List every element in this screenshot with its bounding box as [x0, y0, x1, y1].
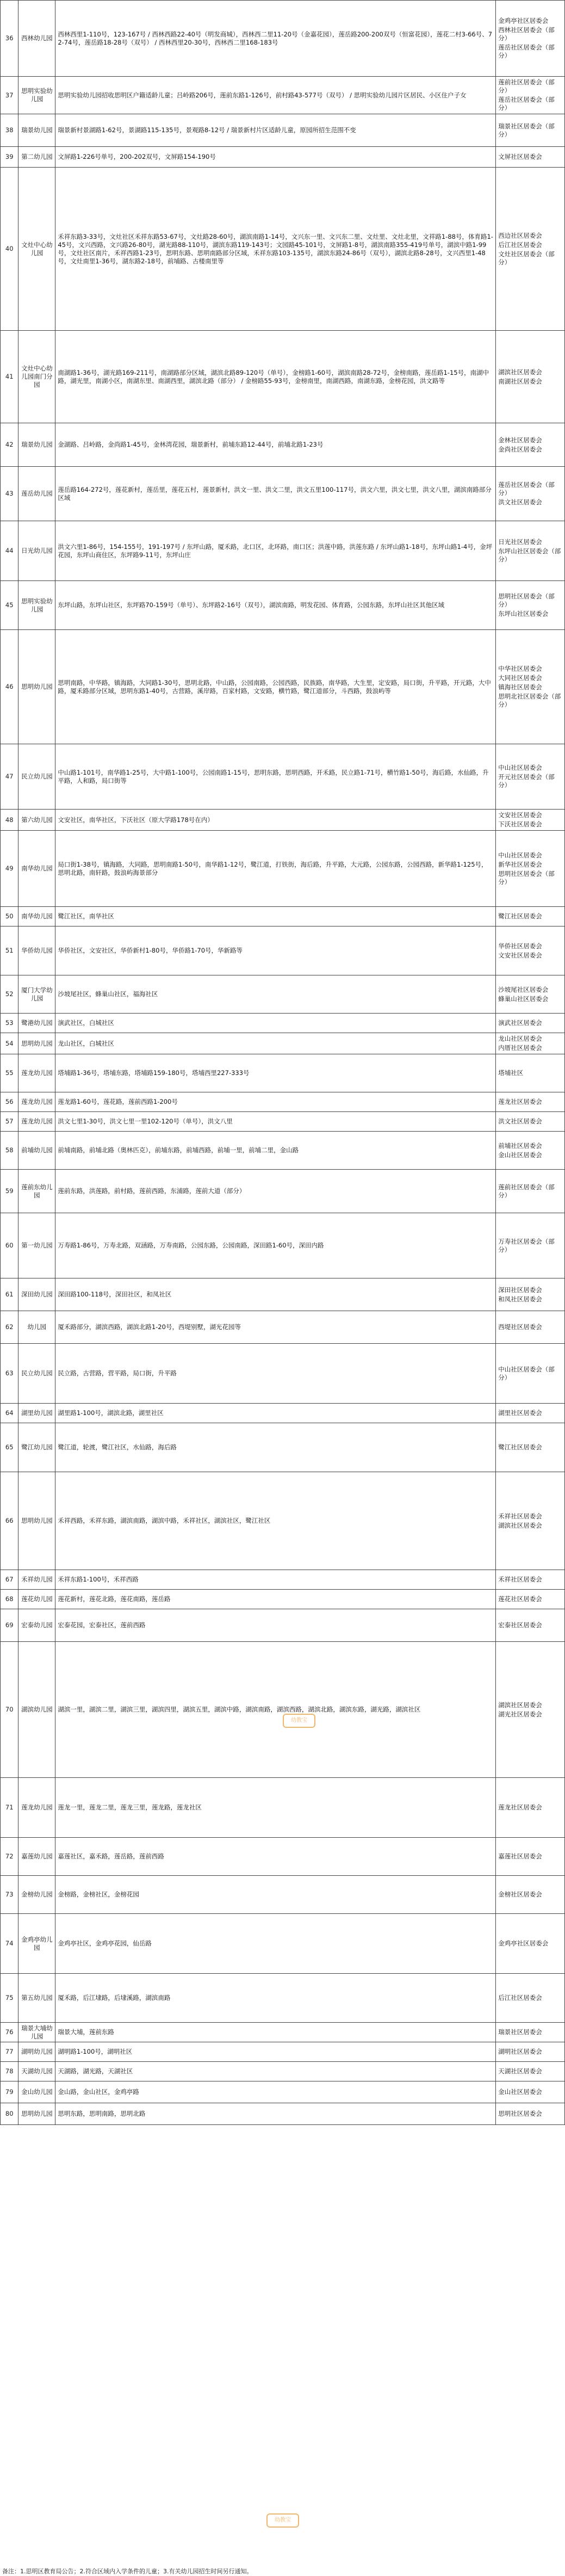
kindergarten-name: 瑞景大埔幼儿园 [18, 2023, 55, 2042]
committee-list [496, 467, 565, 521]
kindergarten-name: 莲花幼儿园 [18, 1590, 55, 1609]
committee-list [496, 810, 565, 831]
kindergarten-name: 南华幼儿园 [18, 831, 55, 907]
table-row [1, 1278, 565, 1311]
row-number: 58 [1, 1132, 18, 1170]
table-row [1, 1033, 565, 1054]
enrollment-area: 鹭江社区，南华社区 [55, 907, 496, 926]
table-row [1, 1132, 565, 1170]
table-row [1, 1778, 565, 1838]
row-number: 78 [1, 2062, 18, 2081]
table-row [1, 1, 565, 77]
kindergarten-name: 思明幼儿园 [18, 1033, 55, 1054]
row-number: 48 [1, 810, 18, 831]
row-number: 39 [1, 147, 18, 168]
committee-item: 瑞景社区居委会 [498, 2028, 542, 2036]
kindergarten-name: 思明实验幼儿园 [18, 77, 55, 114]
committee-item: 中华社区居委会 [498, 665, 542, 672]
row-number: 62 [1, 1311, 18, 1344]
table-row [1, 907, 565, 926]
kindergarten-name: 深田幼儿园 [18, 1278, 55, 1311]
row-number: 70 [1, 1642, 18, 1778]
committee-list [496, 581, 565, 630]
committee-item: 湖里社区居委会 [498, 1409, 542, 1417]
committee-item: 鹭江社区居委会 [498, 912, 542, 920]
table-row [1, 975, 565, 1014]
kindergarten-name: 前埔幼儿园 [18, 1132, 55, 1170]
table-row [1, 168, 565, 331]
committee-item: 莲前社区居委会（部分） [498, 1183, 555, 1199]
table-row [1, 1914, 565, 1974]
committee-item: 开元社区居委会（部分） [498, 773, 555, 789]
enrollment-area: 禾祥东路1-100号，禾祥西路 [55, 1570, 496, 1590]
enrollment-area: 禾祥东路3-33号，文灶社区禾祥东路53-67号，文灶路28-60号，湖滨南路1-14号，文兴东一里、文兴东二里、文灶里、文灶北里，文祥路1-88号，体育路1-45号，文兴西路，文兴路26-80号，湖光路88-110号，湖滨东路119-143号；文园路45-101号，文屏路1-8号，湖滨南路355-419号单号，湖滨中路1-99号，文灶社区南片，禾祥西路1-23号，思明东路、思明南路部分区域，禾祥东路103-135号，湖滨东路24-86号（双号），湖滨北路8-28号，文兴西里1-48号，文灶南里1-36号，湖东路2-18号，前埔路、古楼南里等 [55, 168, 496, 331]
row-number: 38 [1, 114, 18, 147]
committee-item: 瑞景社区居委会（部分） [498, 122, 555, 138]
committee-list [496, 77, 565, 114]
kindergarten-name: 鹭港幼儿园 [18, 1014, 55, 1033]
enrollment-area: 塔埔路1-36号，塔埔东路，塔埔路159-180号，塔埔西里227-333号 [55, 1054, 496, 1092]
committee-item: 湖光社区居委会 [498, 1710, 542, 1718]
kindergarten-name: 文灶中心幼儿园南门分园 [18, 331, 55, 423]
committee-item: 万寿社区居委会（部分） [498, 1237, 555, 1253]
table-row [1, 1054, 565, 1092]
enrollment-area: 思明东路，思明南路，思明北路 [55, 2103, 496, 2125]
committee-list [496, 1876, 565, 1914]
committee-item: 文屏社区居委会 [498, 153, 542, 160]
table-row [1, 1642, 565, 1778]
table-row [1, 1609, 565, 1642]
committee-list [496, 2062, 565, 2081]
committee-list [496, 1609, 565, 1642]
kindergarten-name: 思明幼儿园 [18, 2103, 55, 2125]
kindergarten-name: 莲龙幼儿园 [18, 1778, 55, 1838]
committee-list [496, 423, 565, 467]
row-number: 73 [1, 1876, 18, 1914]
kindergarten-name: 日光幼儿园 [18, 521, 55, 581]
committee-list [496, 168, 565, 331]
committee-item: 后江社区居委会 [498, 240, 542, 249]
table-row [1, 521, 565, 581]
committee-item: 湖滨社区居委会 [498, 368, 542, 376]
table-row [1, 331, 565, 423]
committee-item: 思明北社区居委会（部分） [498, 693, 561, 708]
committee-item: 中山社区居委会 [498, 851, 542, 859]
committee-list [496, 1054, 565, 1092]
enrollment-area: 龙山社区，白城社区 [55, 1033, 496, 1054]
row-number: 69 [1, 1609, 18, 1642]
kindergarten-name: 嘉莲幼儿园 [18, 1838, 55, 1876]
committee-item: 中山社区居委会 [498, 764, 542, 771]
committee-item: 金鸡亭社区居委会 [498, 17, 549, 24]
committee-list [496, 1423, 565, 1472]
committee-item: 文安社区居委会 [498, 811, 542, 819]
committee-item: 宏泰社区居委会 [498, 1621, 542, 1629]
kindergarten-name: 湖滨幼儿园 [18, 1642, 55, 1778]
enrollment-area: 沙坡尾社区，蜂巢山社区，福海社区 [55, 975, 496, 1014]
kindergarten-name: 莲龙幼儿园 [18, 1092, 55, 1112]
kindergarten-name: 金榜幼儿园 [18, 1876, 55, 1914]
enrollment-area: 金鸡亭社区，金鸡亭花园，仙岳路 [55, 1914, 496, 1974]
committee-item: 莲前社区居委会（部分） [498, 78, 555, 94]
committee-item: 镇海社区居委会 [498, 683, 542, 691]
committee-list [496, 1914, 565, 1974]
committee-item: 龙山社区居委会 [498, 1035, 542, 1042]
kindergarten-name: 莲龙幼儿园 [18, 1054, 55, 1092]
row-number: 43 [1, 467, 18, 521]
committee-list [496, 1213, 565, 1278]
row-number: 56 [1, 1092, 18, 1112]
enrollment-area: 文安社区，南华社区，下沃社区（原大学路178号在内） [55, 810, 496, 831]
committee-list [496, 1404, 565, 1423]
committee-item: 莲岳社区居委会（部分） [498, 481, 555, 497]
row-number: 59 [1, 1170, 18, 1213]
enrollment-area: 局口街1-38号，镇海路，大同路，思明南路1-50号，南华路1-12号，鹭江道，打铁街，海后路，升平路，大元路，公园东路，公园西路，新华路1-125号，思明北路，南轩路，鼓浪屿海景部分 [55, 831, 496, 907]
table-row [1, 114, 565, 147]
enrollment-area: 前埔南路，前埔北路（奥林匹克），前埔东路，前埔西路，前埔一里，前埔二里，金山路 [55, 1132, 496, 1170]
row-number: 61 [1, 1278, 18, 1311]
committee-list [496, 2081, 565, 2103]
kindergarten-name: 宏泰幼儿园 [18, 1609, 55, 1642]
row-number: 60 [1, 1213, 18, 1278]
row-number: 71 [1, 1778, 18, 1838]
committee-item: 内厝社区居委会 [498, 1044, 542, 1052]
committee-item: 禾祥社区居委会 [498, 1576, 542, 1583]
kindergarten-name: 瑞景幼儿园 [18, 114, 55, 147]
committee-item: 文安社区居委会 [498, 951, 542, 959]
committee-item: 湖滨社区居委会 [498, 1701, 542, 1709]
row-number: 55 [1, 1054, 18, 1092]
row-number: 46 [1, 630, 18, 744]
row-number: 72 [1, 1838, 18, 1876]
committee-item: 金林社区居委会 [498, 436, 542, 444]
committee-item: 西边社区居委会 [498, 231, 542, 239]
row-number: 47 [1, 744, 18, 810]
row-number: 52 [1, 975, 18, 1014]
row-number: 54 [1, 1033, 18, 1054]
kindergarten-name: 天湖幼儿园 [18, 2062, 55, 2081]
committee-item: 蜂巢山社区居委会 [498, 994, 549, 1003]
kindergarten-name: 莲前东幼儿园 [18, 1170, 55, 1213]
table-row [1, 467, 565, 521]
row-number: 50 [1, 907, 18, 926]
committee-item: 莲龙社区居委会 [498, 1098, 542, 1105]
table-row [1, 1570, 565, 1590]
committee-list [496, 1014, 565, 1033]
committee-item: 大同社区居委会 [498, 674, 542, 682]
table-row [1, 77, 565, 114]
committee-item: 嘉莲社区居委会 [498, 1852, 542, 1860]
committee-list [496, 114, 565, 147]
kindergarten-name: 思明实验幼儿园 [18, 581, 55, 630]
kindergarten-name: 思明幼儿园 [18, 1472, 55, 1570]
committee-item: 华侨社区居委会 [498, 942, 542, 950]
row-number: 45 [1, 581, 18, 630]
row-number: 53 [1, 1014, 18, 1033]
table-row [1, 2062, 565, 2081]
row-number: 68 [1, 1590, 18, 1609]
row-number: 76 [1, 2023, 18, 2042]
committee-list [496, 1590, 565, 1609]
kindergarten-name: 华侨幼儿园 [18, 926, 55, 975]
committee-list [496, 1278, 565, 1311]
committee-item: 思明社区居委会（部分） [498, 592, 555, 608]
committee-item: 莲岳社区居委会（部分） [498, 44, 555, 59]
watermark-logo: 幼教宝 [266, 2513, 299, 2528]
committee-item: 思明社区居委会（部分） [498, 869, 555, 886]
kindergarten-name: 南华幼儿园 [18, 907, 55, 926]
enrollment-area: 天湖路，湖光路，天湖社区 [55, 2062, 496, 2081]
table-row [1, 1876, 565, 1914]
committee-item: 西林社区居委会（部分） [498, 26, 555, 42]
row-number: 51 [1, 926, 18, 975]
enrollment-area: 瑞景新村景湖路1-62号，景湖路115-135号，景观路8-12号 / 瑞景新村片区适龄儿童，原园所招生范围不变 [55, 114, 496, 147]
kindergarten-name: 思明幼儿园 [18, 630, 55, 744]
table-row [1, 2042, 565, 2062]
committee-list [496, 2103, 565, 2125]
table-row [1, 630, 565, 744]
table-row [1, 744, 565, 810]
committee-list [496, 630, 565, 744]
committee-list [496, 1570, 565, 1590]
kindergarten-name: 金鸡亭幼儿园 [18, 1914, 55, 1974]
row-number: 36 [1, 1, 18, 77]
enrollment-area: 金榜路，金榜社区，金榜花园 [55, 1876, 496, 1914]
committee-list [496, 331, 565, 423]
kindergarten-name: 湖明幼儿园 [18, 2042, 55, 2062]
table-row [1, 581, 565, 630]
table-row [1, 147, 565, 168]
table-row [1, 1311, 565, 1344]
enrollment-area: 华侨社区，文安社区，华侨新村1-80号，华侨路1-70号，华新路等 [55, 926, 496, 975]
committee-item: 演武社区居委会 [498, 1019, 542, 1027]
committee-item: 莲花社区居委会 [498, 1595, 542, 1603]
kindergarten-name: 第一幼儿园 [18, 1213, 55, 1278]
kindergarten-name: 幼儿园 [18, 1311, 55, 1344]
enrollment-area: 湖里路1-100号，湖滨北路，湖里社区 [55, 1404, 496, 1423]
committee-item: 和凤社区居委会 [498, 1295, 542, 1303]
committee-list [496, 831, 565, 907]
committee-list [496, 1974, 565, 2023]
kindergarten-name: 瑞景幼儿园 [18, 423, 55, 467]
enrollment-area: 洪文七里1-30号，洪文七里一里102-120号（单号），洪文八里 [55, 1112, 496, 1132]
enrollment-area: 中山路1-101号，南华路1-25号，大中路1-100号，公园南路1-15号，思明东路，思明西路，开禾路，民立路1-71号，横竹路1-50号，海后路，水仙路，升平路，人和路，局口街等 [55, 744, 496, 810]
committee-item: 后江社区居委会 [498, 1994, 542, 2002]
kindergarten-name: 文灶中心幼儿园 [18, 168, 55, 331]
enrollment-area: 西林西里1-110号，123-167号 / 西林西路22-40号（明发商城），西林西二里11-20号（金嘉花园），莲岳路200-200双号（恒富花园），莲花二村3-66号、72-74号，莲岳路18-28号（双号） / 西林西里20-30号，西林西二里168-183号 [55, 1, 496, 77]
committee-list [496, 147, 565, 168]
table-row [1, 423, 565, 467]
committee-item: 金尚社区居委会 [498, 445, 542, 453]
committee-list [496, 1311, 565, 1344]
committee-item: 天湖社区居委会 [498, 2067, 542, 2075]
committee-item: 金鸡亭社区居委会 [498, 1939, 549, 1947]
table-row [1, 1838, 565, 1876]
committee-list [496, 2042, 565, 2062]
watermark-logo: 幼教宝 [283, 1714, 315, 1728]
enrollment-area: 洪文六里1-86号，154-155号，191-197号 / 东坪山路，厦禾路，北口区，北环路，南口区；洪莲中路，洪莲东路 / 东坪山路1-18号，东坪山路1-4号，金坪花园，东坪山商住区，东坪路9-11号，东坪山庄 [55, 521, 496, 581]
enrollment-area: 金湖路、吕岭路，金尚路1-45号，金林湾花园，瑞景新村，前埔东路12-44号，前埔北路1-23号 [55, 423, 496, 467]
kindergarten-name: 禾祥幼儿园 [18, 1570, 55, 1590]
committee-item: 塔埔社区 [498, 1069, 524, 1077]
committee-list [496, 521, 565, 581]
row-number: 67 [1, 1570, 18, 1590]
committee-item: 湖明社区居委会 [498, 2048, 542, 2055]
committee-item: 莲岳社区居委会（部分） [498, 96, 555, 112]
table-row [1, 1344, 565, 1404]
enrollment-area: 湖明路1-100号，湖明社区 [55, 2042, 496, 2062]
committee-list [496, 1170, 565, 1213]
kindergarten-name: 湖里幼儿园 [18, 1404, 55, 1423]
row-number: 80 [1, 2103, 18, 2125]
enrollment-area: 万寿路1-86号，万寿北路，双涵路，万寿南路，公园东路，公园南路，深田路1-60号，深田内路 [55, 1213, 496, 1278]
committee-item: 金山社区居委会 [498, 1151, 542, 1159]
kindergarten-name: 民立幼儿园 [18, 1344, 55, 1404]
kindergarten-name: 西林幼儿园 [18, 1, 55, 77]
footnote: 备注：1.思明区教育局公告；2.符合区域内入学条件的儿童；3.有关幼儿园招生时间另行通知。 [2, 2568, 253, 2575]
enrollment-area: 东坪山路，东坪山社区，东坪路70-159号（单号）、东坪路2-16号（双号），湖滨南路，明发花园、体育路，公园东路，东坪山社区其他区域 [55, 581, 496, 630]
committee-item: 鹭江社区居委会 [498, 1443, 542, 1451]
row-number: 66 [1, 1472, 18, 1570]
committee-item: 湖滨社区居委会 [498, 1521, 542, 1529]
table-row [1, 2023, 565, 2042]
row-number: 57 [1, 1112, 18, 1132]
committee-item: 思明社区居委会 [498, 2110, 542, 2117]
row-number: 41 [1, 331, 18, 423]
table-row [1, 1014, 565, 1033]
table-row [1, 1974, 565, 2023]
row-number: 37 [1, 77, 18, 114]
committee-list [496, 1092, 565, 1112]
committee-item: 文灶社区居委会（部分） [498, 250, 555, 266]
committee-item: 深田社区居委会 [498, 1286, 542, 1294]
committee-item: 前埔社区居委会 [498, 1141, 542, 1150]
table-row [1, 1472, 565, 1570]
enrollment-area: 思明实验幼儿园招收思明区户籍适龄儿童；吕岭路206号，莲前东路1-126号，前村路43-577号（双号） / 思明实验幼儿园片区居民、小区住户子女 [55, 77, 496, 114]
enrollment-area: 金山路，金山社区，金鸡亭路 [55, 2081, 496, 2103]
enrollment-area: 厦禾路，后江埭路，后埭溪路，湖滨南路 [55, 1974, 496, 2023]
table-row [1, 2081, 565, 2103]
committee-list [496, 1112, 565, 1132]
committee-list [496, 1642, 565, 1778]
kindergarten-name: 第二幼儿园 [18, 147, 55, 168]
row-number: 40 [1, 168, 18, 331]
committee-list [496, 744, 565, 810]
table-row [1, 1590, 565, 1609]
committee-list [496, 2023, 565, 2042]
committee-list [496, 975, 565, 1014]
table-row [1, 1404, 565, 1423]
table-row [1, 1092, 565, 1112]
row-number: 75 [1, 1974, 18, 2023]
enrollment-area: 莲前东路，洪莲路，前村路，莲前西路，东浦路，莲前大道（部分） [55, 1170, 496, 1213]
table-row [1, 1170, 565, 1213]
committee-item: 莲龙社区居委会 [498, 1803, 542, 1811]
committee-list [496, 1033, 565, 1054]
enrollment-area: 嘉莲社区，嘉禾路，莲岳路，莲前西路 [55, 1838, 496, 1876]
table-row [1, 831, 565, 907]
committee-item: 西堤社区居委会 [498, 1323, 542, 1331]
enrollment-area: 鹭江道，轮渡，鹭江社区，水仙路，海后路 [55, 1423, 496, 1472]
committee-list [496, 1472, 565, 1570]
kindergarten-name: 莲岳幼儿园 [18, 467, 55, 521]
kindergarten-name: 鹭江幼儿园 [18, 1423, 55, 1472]
table-row [1, 810, 565, 831]
enrollment-area: 莲龙一里，莲龙二里，莲龙三里，莲龙路，莲龙社区 [55, 1778, 496, 1838]
enrollment-area: 莲花新村，莲花北路，莲花南路，莲岳路 [55, 1590, 496, 1609]
enrollment-area: 莲龙路1-60号，莲花路，莲前西路1-200号 [55, 1092, 496, 1112]
committee-item: 下沃社区居委会 [498, 820, 542, 828]
committee-list [496, 1344, 565, 1404]
row-number: 63 [1, 1344, 18, 1404]
committee-item: 东坪山社区居委会（部分） [498, 547, 561, 563]
enrollment-area: 文屏路1-226号单号，200-202双号，文屏路154-190号 [55, 147, 496, 168]
committee-list [496, 1, 565, 77]
committee-item: 新华社区居委会 [498, 860, 542, 868]
row-number: 74 [1, 1914, 18, 1974]
committee-list [496, 1778, 565, 1838]
committee-item: 洪文社区居委会 [498, 498, 542, 506]
committee-item: 中山社区居委会（部分） [498, 1365, 555, 1381]
committee-list [496, 926, 565, 975]
table-row [1, 2103, 565, 2125]
committee-item: 南湖社区居委会 [498, 377, 542, 385]
row-number: 64 [1, 1404, 18, 1423]
kindergarten-name: 第六幼儿园 [18, 810, 55, 831]
committee-list [496, 1132, 565, 1170]
table-row [1, 1112, 565, 1132]
kindergarten-name: 民立幼儿园 [18, 744, 55, 810]
kindergarten-name: 厦门大学幼儿园 [18, 975, 55, 1014]
committee-list [496, 907, 565, 926]
committee-item: 东坪山社区居委会 [498, 610, 549, 617]
enrollment-area: 宏泰花园，宏泰社区，莲前西路 [55, 1609, 496, 1642]
kindergarten-name: 第五幼儿园 [18, 1974, 55, 2023]
enrollment-area: 南湖路1-36号，湖光路169-211号，南湖路部分区域，湖滨北路89-120号（单号），金榜路1-60号，湖滨南路28-72号，金榜南路，莲岳路1-15号，南湖中路，湖光里，南湖小区，南湖东里、南湖西里，湖滨北路（部分） / 金榜路55-93号，金榜南里，南湖西路，南湖东路，金榜花园，洪文路等 [55, 331, 496, 423]
committee-item: 金山社区居委会 [498, 2088, 542, 2096]
committee-item: 沙坡尾社区居委会 [498, 985, 549, 993]
table-row [1, 926, 565, 975]
enrollment-area: 莲岳路164-272号，莲花新村，莲岳里，莲花五村，莲景新村，洪文一里、洪文二里，洪文五里100-117号，洪文六里，洪文七里，洪文八里，湖滨南路部分区域 [55, 467, 496, 521]
enrollment-area: 思明南路，中华路，镇海路，大同路1-30号，思明北路，中山路，公园南路，公园西路，民族路，南华路，大生里，定安路，局口街，升平路，开元路，大中路，厦禾路部分区域，思明东路1-40号，古营路，溪岸路，百家村路，文安路，横竹路，鹭江道部分，斗西路，鼓浪屿等 [55, 630, 496, 744]
row-number: 49 [1, 831, 18, 907]
row-number: 42 [1, 423, 18, 467]
table-row [1, 1213, 565, 1278]
committee-item: 洪文社区居委会 [498, 1117, 542, 1125]
enrollment-area: 湖滨一里，湖滨二里，湖滨三里，湖滨四里，湖滨五里，湖滨中路，湖滨南路，湖滨西路，湖滨北路，湖滨东路，湖光路，湖滨社区 [55, 1642, 496, 1778]
table-row [1, 1423, 565, 1472]
row-number: 79 [1, 2081, 18, 2103]
kindergarten-name: 莲龙幼儿园 [18, 1112, 55, 1132]
committee-list [496, 1838, 565, 1876]
committee-item: 金榜社区居委会 [498, 1891, 542, 1898]
committee-item: 日光社区居委会 [498, 538, 542, 546]
enrollment-area: 禾祥西路，禾祥东路，湖滨南路，湖滨中路，禾祥社区，湖滨社区，鹭江社区 [55, 1472, 496, 1570]
row-number: 44 [1, 521, 18, 581]
enrollment-area: 民立路，古营路，营平路，局口街，升平路 [55, 1344, 496, 1404]
kindergarten-name: 金山幼儿园 [18, 2081, 55, 2103]
enrollment-area: 厦禾路部分，湖滨西路，湖滨北路1-20号，西堤别墅，湖光花园等 [55, 1311, 496, 1344]
enrollment-area: 演武社区，白城社区 [55, 1014, 496, 1033]
enrollment-area: 深田路100-118号，深田社区，和凤社区 [55, 1278, 496, 1311]
committee-item: 禾祥社区居委会 [498, 1512, 542, 1520]
row-number: 77 [1, 2042, 18, 2062]
row-number: 65 [1, 1423, 18, 1472]
enrollment-area: 瑞景大埔，莲前东路 [55, 2023, 496, 2042]
